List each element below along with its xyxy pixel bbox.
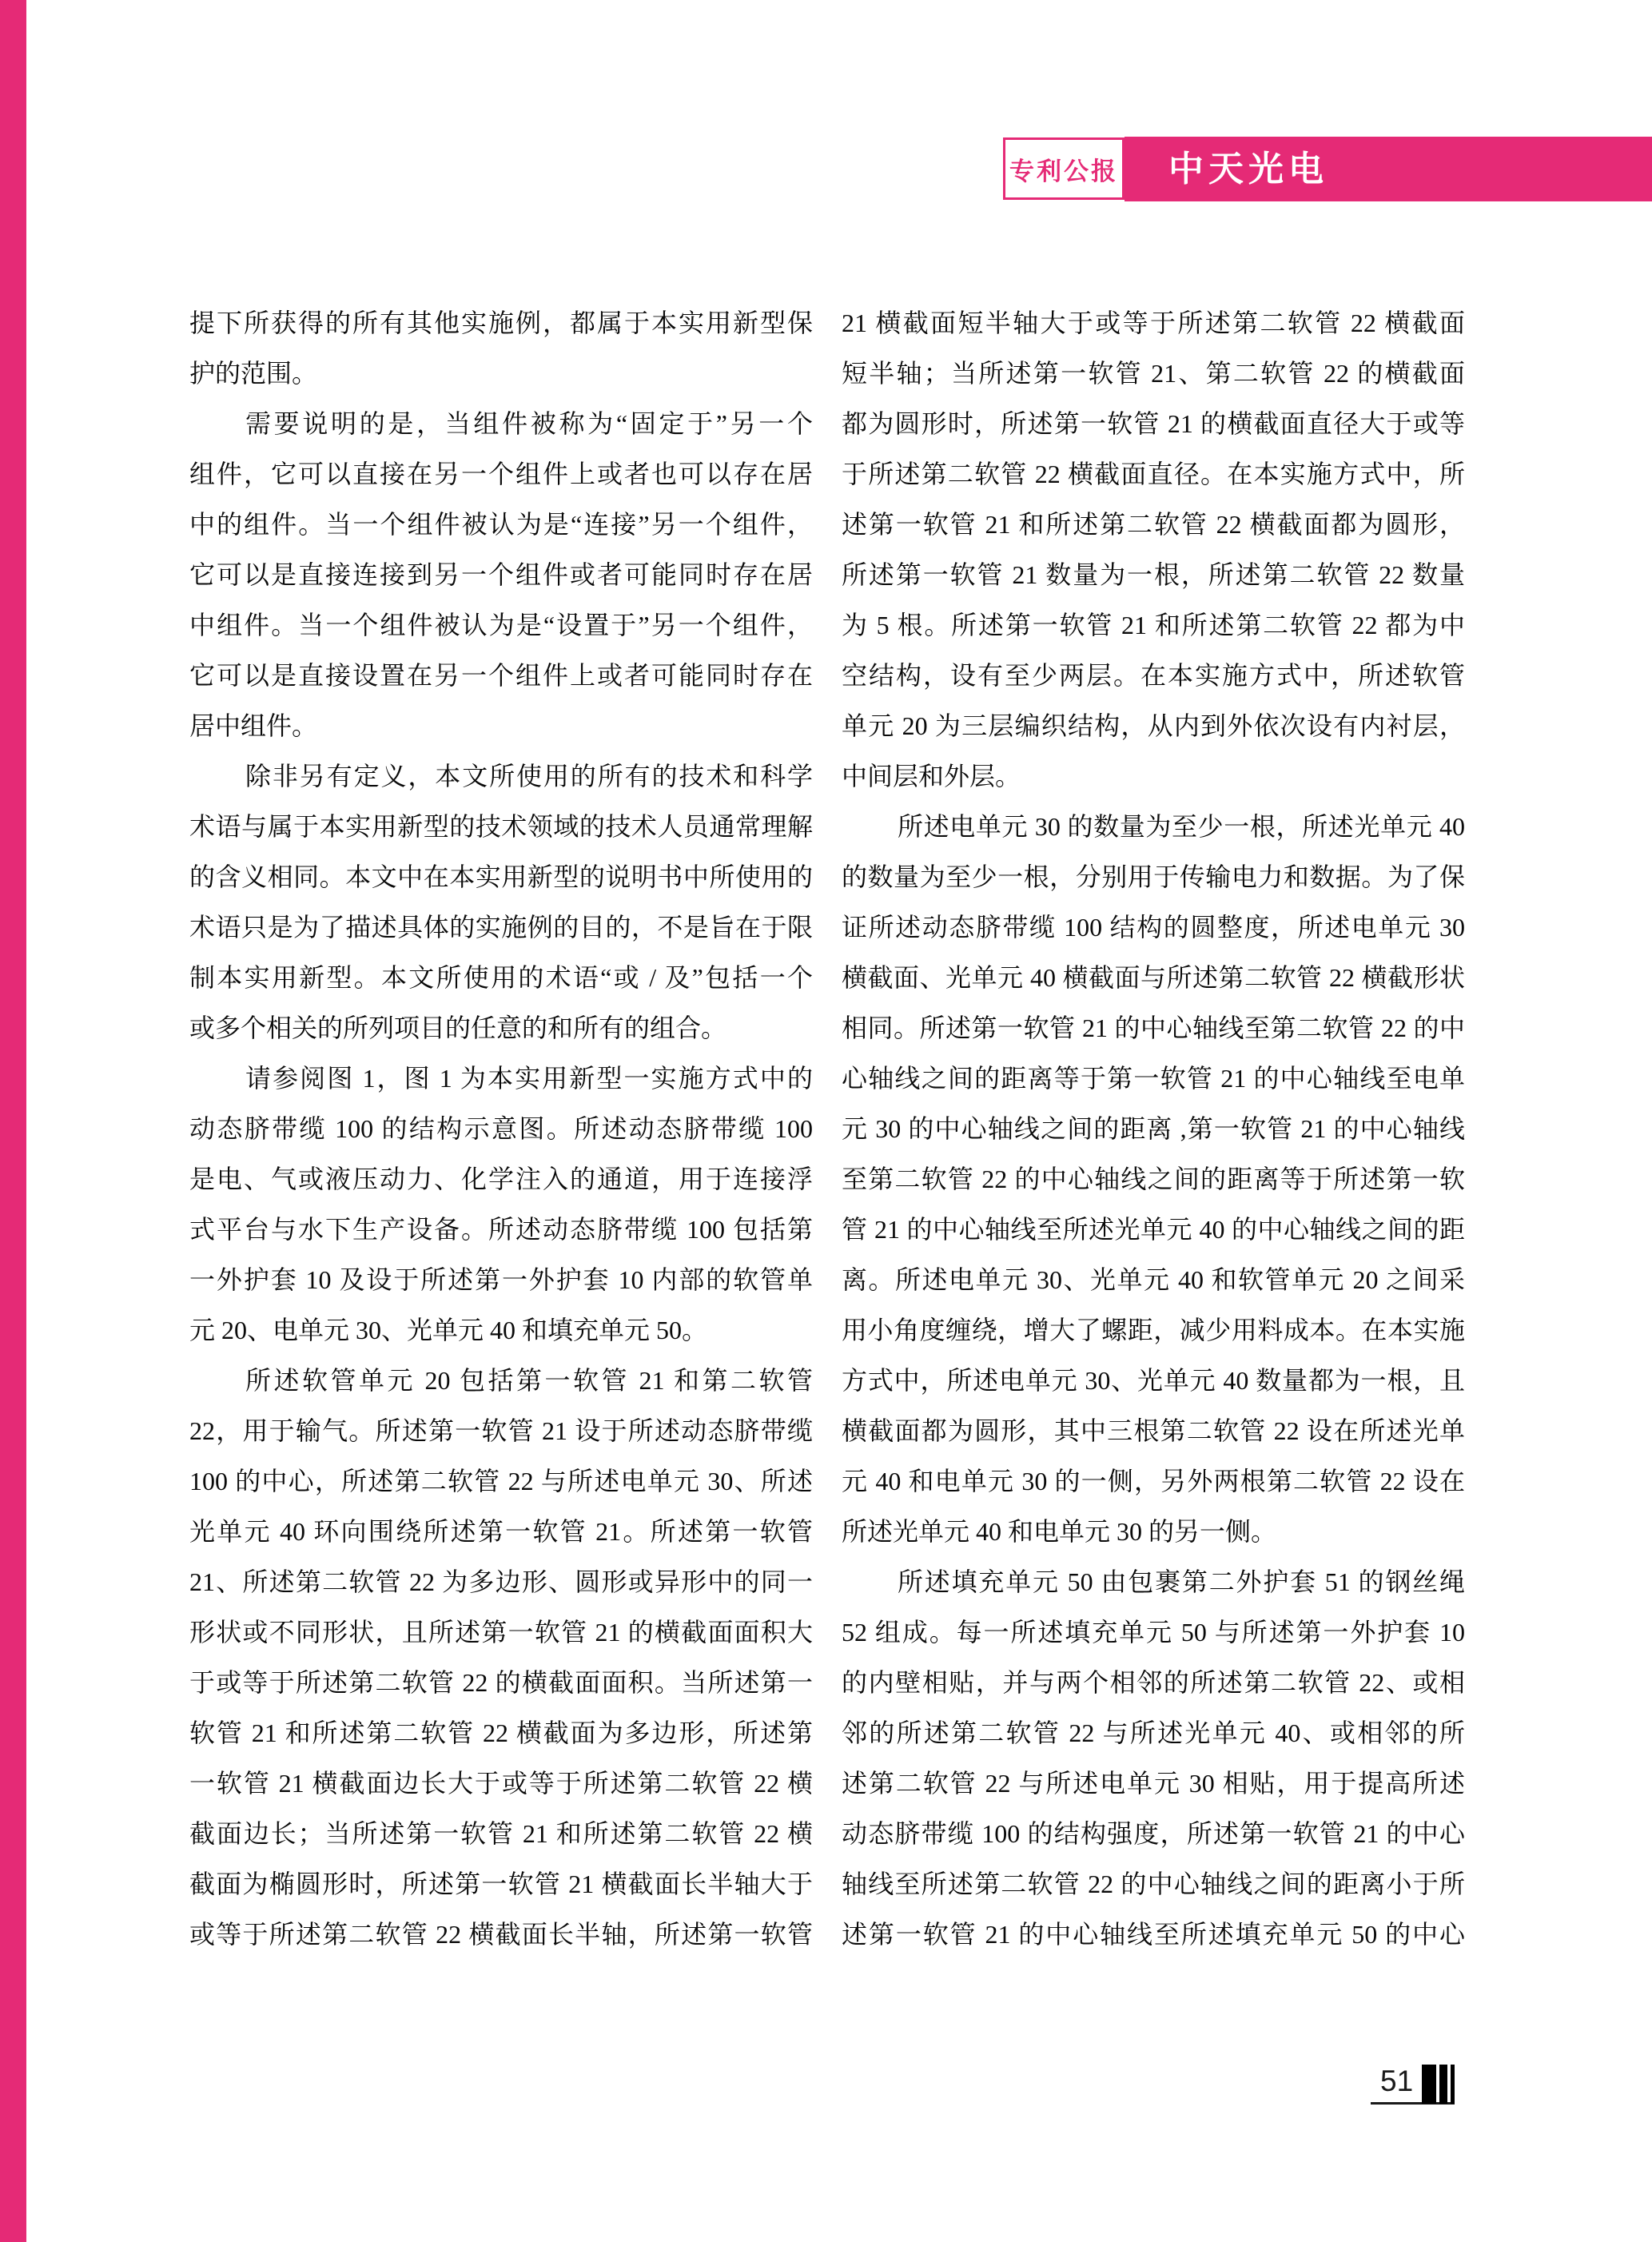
text-line: 为 5 根。所述第一软管 21 和所述第二软管 22 都为中	[842, 611, 1465, 639]
text-line: 需要说明的是，当组件被称为“固定于”另一个	[245, 409, 813, 438]
text-line: 于所述第二软管 22 横截面直径。在本实施方式中，所	[842, 460, 1465, 488]
text-line: 所述填充单元 50 由包裹第二外护套 51 的钢丝绳	[898, 1567, 1465, 1596]
text-line: 的含义相同。本文中在本实用新型的说明书中所使用的	[189, 862, 813, 891]
text-line: 都为圆形时，所述第一软管 21 的横截面直径大于或等	[842, 409, 1465, 438]
text-line: 元 40 和电单元 30 的一侧，另外两根第二软管 22 设在	[842, 1467, 1465, 1495]
text-line: 短半轴；当所述第一软管 21、第二软管 22 的横截面	[842, 359, 1465, 388]
page-number: 51	[1380, 2065, 1414, 2097]
text-line: 21 横截面短半轴大于或等于所述第二软管 22 横截面	[842, 309, 1465, 337]
text-line: 或多个相关的所列项目的任意的和所有的组合。	[189, 1013, 727, 1042]
footer-bar-thin	[1451, 2065, 1455, 2104]
text-line: 或等于所述第二软管 22 横截面长半轴，所述第一软管	[189, 1920, 813, 1949]
text-line: 术语与属于本实用新型的技术领域的技术人员通常理解	[189, 812, 813, 841]
text-line: 组件，它可以直接在另一个组件上或者也可以存在居	[189, 460, 813, 488]
text-line: 它可以是直接设置在另一个组件上或者可能同时存在	[189, 661, 813, 690]
text-line: 截面边长；当所述第一软管 21 和所述第二软管 22 横	[189, 1819, 813, 1848]
text-line: 空结构，设有至少两层。在本实施方式中，所述软管	[842, 661, 1465, 690]
text-line: 中间层和外层。	[842, 762, 1021, 790]
text-line: 元 20、电单元 30、光单元 40 和填充单元 50。	[189, 1316, 708, 1344]
text-line: 证所述动态脐带缆 100 结构的圆整度，所述电单元 30	[842, 913, 1465, 942]
right-column	[842, 298, 1465, 1960]
text-line: 至第二软管 22 的中心轴线之间的距离等于所述第一软	[842, 1165, 1465, 1193]
text-line: 于或等于所述第二软管 22 的横截面面积。当所述第一	[189, 1668, 813, 1697]
text-line: 元 30 的中心轴线之间的距离 ,第一软管 21 的中心轴线	[842, 1114, 1465, 1143]
text-line: 横截面、光单元 40 横截面与所述第二软管 22 横截形状	[842, 963, 1465, 992]
text-line: 制本实用新型。本文所使用的术语“或 / 及”包括一个	[189, 963, 813, 992]
text-line: 一外护套 10 及设于所述第一外护套 10 内部的软管单	[189, 1265, 813, 1294]
text-line: 式平台与水下生产设备。所述动态脐带缆 100 包括第	[189, 1215, 813, 1244]
text-line: 请参阅图 1，图 1 为本实用新型一实施方式中的	[245, 1064, 813, 1093]
left-column	[189, 298, 813, 1960]
text-line: 光单元 40 环向围绕所述第一软管 21。所述第一软管	[189, 1517, 813, 1546]
text-line: 动态脐带缆 100 的结构示意图。所述动态脐带缆 100	[189, 1114, 813, 1143]
text-line: 管 21 的中心轴线至所述光单元 40 的中心轴线之间的距	[842, 1215, 1465, 1244]
text-line: 提下所获得的所有其他实施例，都属于本实用新型保	[189, 309, 813, 337]
brand-logo: 中天光电	[1168, 149, 1328, 189]
text-line: 21、所述第二软管 22 为多边形、圆形或异形中的同一	[189, 1567, 813, 1596]
text-line: 心轴线之间的距离等于第一软管 21 的中心轴线至电单	[842, 1064, 1465, 1093]
text-line: 截面为椭圆形时，所述第一软管 21 横截面长半轴大于	[189, 1870, 813, 1898]
text-line: 横截面都为圆形，其中三根第二软管 22 设在所述光单	[842, 1416, 1465, 1445]
text-line: 一软管 21 横截面边长大于或等于所述第二软管 22 横	[189, 1769, 813, 1798]
text-line: 离。所述电单元 30、光单元 40 和软管单元 20 之间采	[842, 1265, 1465, 1294]
text-line: 用小角度缠绕，增大了螺距，减少用料成本。在本实施	[842, 1316, 1465, 1344]
text-line: 所述光单元 40 和电单元 30 的另一侧。	[842, 1517, 1277, 1546]
text-line: 邻的所述第二软管 22 与所述光单元 40、或相邻的所	[842, 1718, 1465, 1747]
text-line: 是电、气或液压动力、化学注入的通道，用于连接浮	[189, 1165, 813, 1193]
text-line: 述第一软管 21 和所述第二软管 22 横截面都为圆形，	[842, 510, 1465, 539]
text-line: 的内壁相贴，并与两个相邻的所述第二软管 22、或相	[842, 1668, 1465, 1697]
text-line: 述第二软管 22 与所述电单元 30 相贴，用于提高所述	[842, 1769, 1465, 1798]
text-line: 52 组成。每一所述填充单元 50 与所述第一外护套 10	[842, 1618, 1465, 1647]
text-line: 所述软管单元 20 包括第一软管 21 和第二软管	[245, 1366, 813, 1395]
text-line: 单元 20 为三层编织结构，从内到外依次设有内衬层，	[842, 711, 1465, 740]
footer-bar-medium	[1439, 2065, 1447, 2104]
text-line: 100 的中心，所述第二软管 22 与所述电单元 30、所述	[189, 1467, 813, 1495]
text-line: 护的范围。	[189, 359, 318, 388]
text-line: 居中组件。	[189, 711, 318, 740]
text-line: 所述第一软管 21 数量为一根，所述第二软管 22 数量	[842, 560, 1465, 589]
gazette-label-box	[1003, 137, 1125, 200]
text-line: 中的组件。当一个组件被认为是“连接”另一个组件，	[189, 510, 813, 539]
text-line: 动态脐带缆 100 的结构强度，所述第一软管 21 的中心	[842, 1819, 1465, 1848]
text-line: 术语只是为了描述具体的实施例的目的，不是旨在于限	[189, 913, 813, 942]
text-line: 相同。所述第一软管 21 的中心轴线至第二软管 22 的中	[842, 1013, 1465, 1042]
text-line: 所述电单元 30 的数量为至少一根，所述光单元 40	[898, 812, 1465, 841]
text-line: 述第一软管 21 的中心轴线至所述填充单元 50 的中心	[842, 1920, 1465, 1949]
text-line: 除非另有定义，本文所使用的所有的技术和科学	[245, 762, 813, 790]
text-line: 中组件。当一个组件被认为是“设置于”另一个组件，	[189, 611, 813, 639]
footer-bar-thick	[1422, 2065, 1436, 2104]
text-line: 方式中，所述电单元 30、光单元 40 数量都为一根，且	[842, 1366, 1465, 1395]
gazette-label: 专利公报	[1009, 157, 1118, 185]
left-edge-stripe	[0, 0, 26, 2242]
text-line: 22，用于输气。所述第一软管 21 设于所述动态脐带缆	[189, 1416, 813, 1445]
text-line: 软管 21 和所述第二软管 22 横截面为多边形，所述第	[189, 1718, 813, 1747]
brand-banner	[1125, 137, 1652, 201]
text-line: 轴线至所述第二软管 22 的中心轴线之间的距离小于所	[842, 1870, 1465, 1898]
text-line: 形状或不同形状，且所述第一软管 21 的横截面面积大	[189, 1618, 813, 1647]
text-line: 它可以是直接连接到另一个组件或者可能同时存在居	[189, 560, 813, 589]
text-line: 的数量为至少一根，分别用于传输电力和数据。为了保	[842, 862, 1465, 891]
